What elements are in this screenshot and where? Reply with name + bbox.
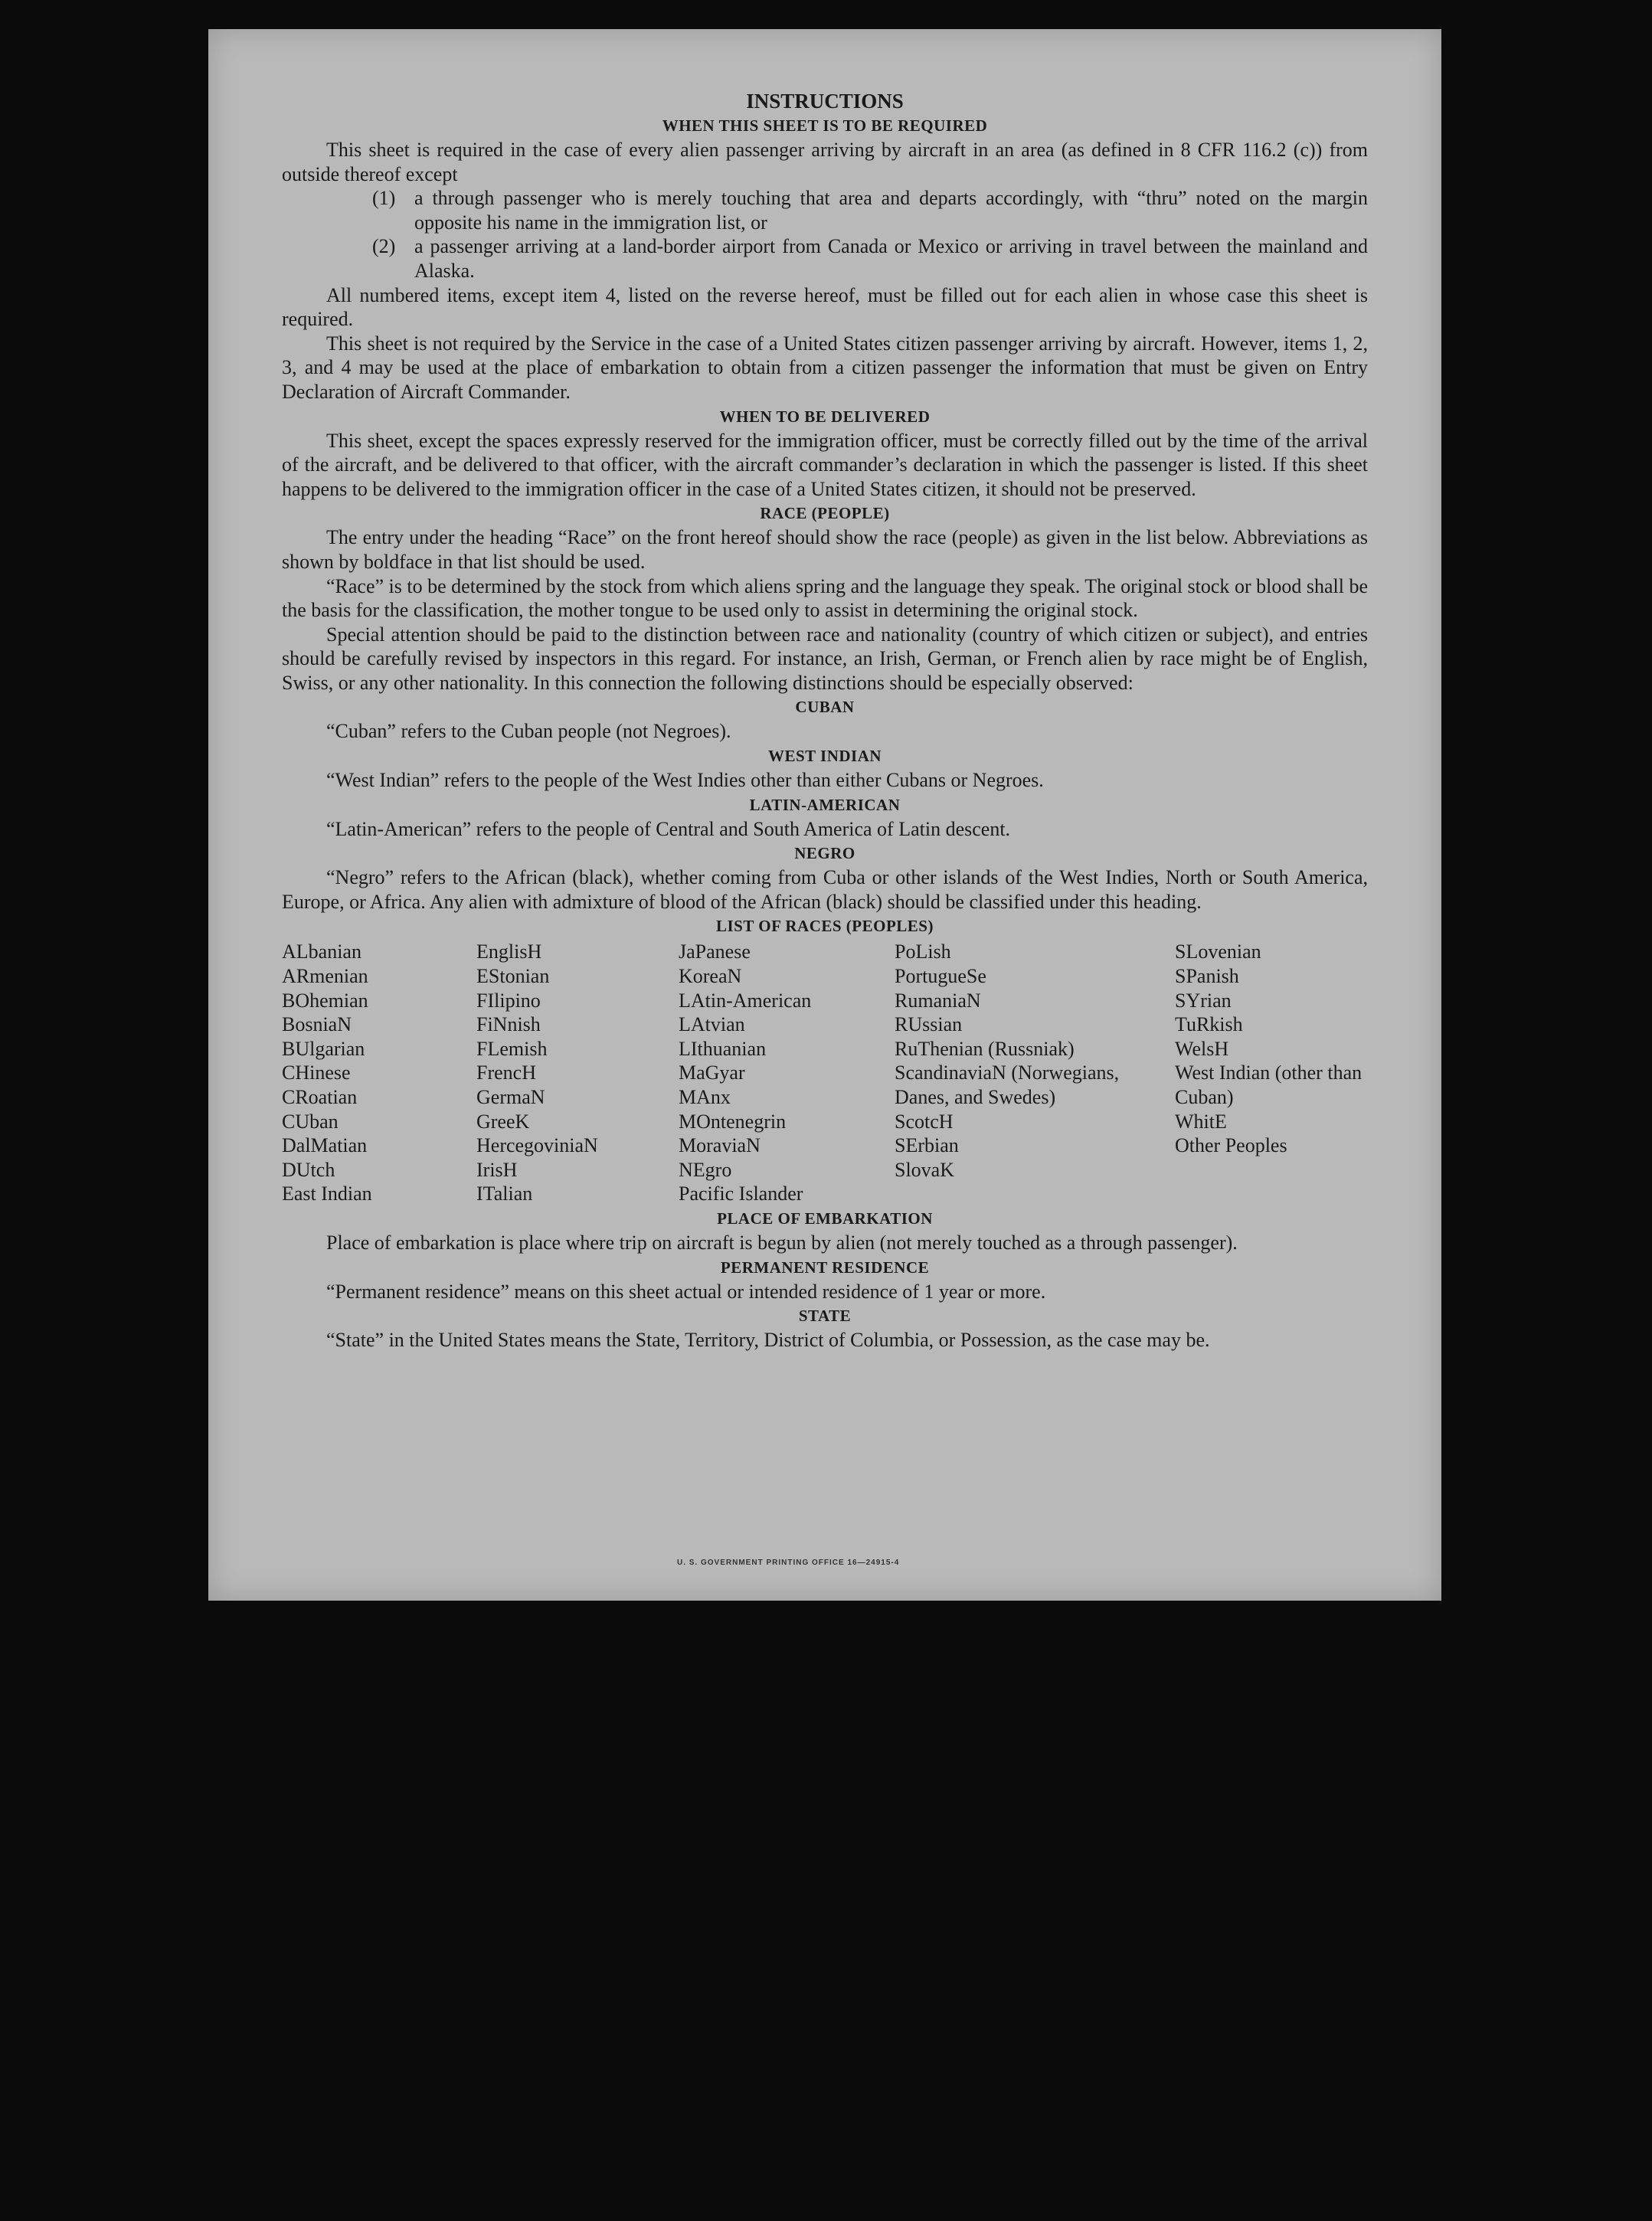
exception-text: a through passenger who is merely touching that area and departs accordingly, with “thru” noted on the margin opposite his name in the immigration list, or bbox=[414, 187, 1368, 234]
race-item: Pacific Islander bbox=[679, 1182, 803, 1205]
race-item: East Indian bbox=[282, 1182, 372, 1205]
heading-when-delivered: WHEN TO BE DELIVERED bbox=[719, 407, 931, 426]
heading-cuban: CUBAN bbox=[795, 698, 855, 717]
race-item: MoraviaN bbox=[679, 1134, 761, 1157]
race-item: MOntenegrin bbox=[679, 1110, 787, 1133]
paragraph-west-indian: “West Indian” refers to the people of the West Indies other than either Cubans or Negroes. bbox=[326, 769, 1044, 792]
races-column bbox=[282, 940, 476, 1206]
paragraph-numbered-items: All numbered items, except item 4, listed on the reverse hereof, must be filled out for each alien in whose case this sheet is required. bbox=[282, 283, 1368, 331]
race-item: PoLish bbox=[895, 940, 951, 963]
race-item: LAtin-American bbox=[679, 989, 812, 1012]
race-item: FLemish bbox=[476, 1037, 548, 1060]
heading-negro: NEGRO bbox=[794, 844, 855, 863]
race-item: LAtvian bbox=[679, 1013, 745, 1036]
race-item: LIthuanian bbox=[679, 1037, 767, 1060]
race-item: BUlgarian bbox=[282, 1037, 365, 1060]
race-item: ITalian bbox=[476, 1182, 533, 1205]
race-item: CHinese bbox=[282, 1061, 351, 1084]
paragraph-state: “State” in the United States means the State, Territory, District of Columbia, or Possession, as the case may be. bbox=[326, 1329, 1210, 1352]
instructions-content bbox=[282, 89, 1368, 1353]
race-item: ScandinaviaN (Norwegians, Danes, and Swedes) bbox=[895, 1061, 1120, 1108]
paragraph-race-3: Special attention should be paid to the distinction between race and nationality (country of which citizen or subject), and entries should be carefully revised by inspectors in this regard. For instance, an Irish, German, or French alien by race might be of English, Swiss, or any other nationality. In this connection the following distinctions should be especially observed: bbox=[282, 623, 1368, 694]
exception-item-2 bbox=[372, 234, 1368, 283]
race-item: West Indian (other than Cuban) bbox=[1175, 1061, 1362, 1108]
printing-office-footer: U. S. GOVERNMENT PRINTING OFFICE 16—24915-4 bbox=[677, 1559, 900, 1567]
paragraph-latin-american: “Latin-American” refers to the people of Central and South America of Latin descent. bbox=[326, 817, 1011, 840]
race-item: FIlipino bbox=[476, 989, 541, 1012]
paragraph-when-delivered: This sheet, except the spaces expressly reserved for the immigration officer, must be correctly filled out by the time of the arrival of the aircraft, and be delivered to that officer, with the aircraft commander’s declaration in which the passenger is listed. If this sheet happens to be delivered to the immigration officer in the case of a United States citizen, it should not be preserved. bbox=[282, 429, 1368, 500]
race-item: SLovenian bbox=[1175, 940, 1261, 963]
paragraph-permanent-residence: “Permanent residence” means on this sheet actual or intended residence of 1 year or more. bbox=[326, 1280, 1046, 1303]
race-item: DUtch bbox=[282, 1158, 335, 1181]
race-item: RuThenian (Russniak) bbox=[895, 1037, 1075, 1060]
document-sheet bbox=[208, 29, 1441, 1601]
heading-when-required: WHEN THIS SHEET IS TO BE REQUIRED bbox=[662, 116, 988, 135]
heading-permanent-residence: PERMANENT RESIDENCE bbox=[720, 1258, 930, 1277]
paragraph-when-required-intro: This sheet is required in the case of every alien passenger arriving by aircraft in an area (as defined in 8 CFR 116.2 (c)) from outside thereof except bbox=[282, 139, 1368, 185]
race-item: WhitE bbox=[1175, 1110, 1227, 1133]
heading-list-of-races: LIST OF RACES (PEOPLES) bbox=[716, 917, 934, 936]
race-item: NEgro bbox=[679, 1158, 732, 1181]
page-title: INSTRUCTIONS bbox=[746, 90, 904, 113]
races-column bbox=[476, 940, 679, 1206]
exception-number: (2) bbox=[372, 235, 396, 258]
race-item: BosniaN bbox=[282, 1013, 352, 1036]
race-item: BOhemian bbox=[282, 989, 368, 1012]
race-item: PortugueSe bbox=[895, 965, 986, 988]
race-item: DalMatian bbox=[282, 1134, 368, 1157]
exception-number: (1) bbox=[372, 187, 396, 210]
race-item: IrisH bbox=[476, 1158, 518, 1181]
paragraph-race-1: The entry under the heading “Race” on the front hereof should show the race (people) as given in the list below. Abbreviations as shown by boldface in that list should be used. bbox=[282, 526, 1368, 573]
heading-state: STATE bbox=[798, 1307, 852, 1326]
race-item: FrencH bbox=[476, 1061, 536, 1084]
race-item: MAnx bbox=[679, 1086, 731, 1108]
races-column bbox=[679, 940, 895, 1206]
race-item: ARmenian bbox=[282, 965, 368, 988]
race-item: EnglisH bbox=[476, 940, 542, 963]
race-item: ALbanian bbox=[282, 940, 361, 963]
race-item: TuRkish bbox=[1175, 1013, 1243, 1036]
race-item: EStonian bbox=[476, 965, 550, 988]
race-item: FiNnish bbox=[476, 1013, 541, 1036]
heading-latin-american: LATIN-AMERICAN bbox=[749, 795, 901, 814]
race-item: WelsH bbox=[1175, 1037, 1229, 1060]
race-item: RUssian bbox=[895, 1013, 963, 1036]
race-item: SlovaK bbox=[895, 1158, 954, 1181]
race-item: ScotcH bbox=[895, 1110, 954, 1133]
paragraph-negro: “Negro” refers to the African (black), whether coming from Cuba or other islands of the West Indies, North or South America, Europe, or Africa. Any alien with admixture of blood of the African (black) should be classified under this heading. bbox=[282, 866, 1368, 913]
race-item: GermaN bbox=[476, 1086, 545, 1108]
race-item: CUban bbox=[282, 1110, 339, 1133]
race-item: MaGyar bbox=[679, 1061, 745, 1084]
paragraph-race-2: “Race” is to be determined by the stock from which aliens spring and the language they speak. The original stock or blood shall be the basis for the classification, the mother tongue to be used only to assist in determining the original stock. bbox=[282, 574, 1368, 622]
exception-item-1 bbox=[372, 186, 1368, 234]
race-item: Other Peoples bbox=[1175, 1134, 1287, 1157]
heading-place-of-embarkation: PLACE OF EMBARKATION bbox=[717, 1209, 933, 1228]
race-item: SPanish bbox=[1175, 965, 1239, 988]
heading-race: RACE (PEOPLE) bbox=[760, 504, 890, 523]
race-item: SYrian bbox=[1175, 989, 1232, 1012]
race-item: CRoatian bbox=[282, 1086, 358, 1108]
races-list bbox=[282, 940, 1368, 1206]
races-column bbox=[895, 940, 1175, 1206]
race-item: RumaniaN bbox=[895, 989, 981, 1012]
paragraph-citizen-passenger: This sheet is not required by the Service in the case of a United States citizen passenger arriving by aircraft. However, items 1, 2, 3, and 4 may be used at the place of embarkation to obtain from a citizen passenger the information that must be given on Entry Declaration of Aircraft Commander. bbox=[282, 332, 1368, 403]
race-item: JaPanese bbox=[679, 940, 751, 963]
races-column bbox=[1175, 940, 1368, 1206]
exception-text: a passenger arriving at a land-border airport from Canada or Mexico or arriving in travel between the mainland and Alaska. bbox=[414, 235, 1368, 282]
race-item: SErbian bbox=[895, 1134, 959, 1157]
race-item: HercegoviniaN bbox=[476, 1134, 598, 1157]
heading-west-indian: WEST INDIAN bbox=[767, 747, 882, 766]
paragraph-place-of-embarkation: Place of embarkation is place where trip on aircraft is begun by alien (not merely touched as a through passenger). bbox=[326, 1231, 1238, 1254]
paragraph-cuban: “Cuban” refers to the Cuban people (not Negroes). bbox=[326, 720, 731, 743]
race-item: GreeK bbox=[476, 1110, 530, 1133]
race-item: KoreaN bbox=[679, 965, 742, 988]
